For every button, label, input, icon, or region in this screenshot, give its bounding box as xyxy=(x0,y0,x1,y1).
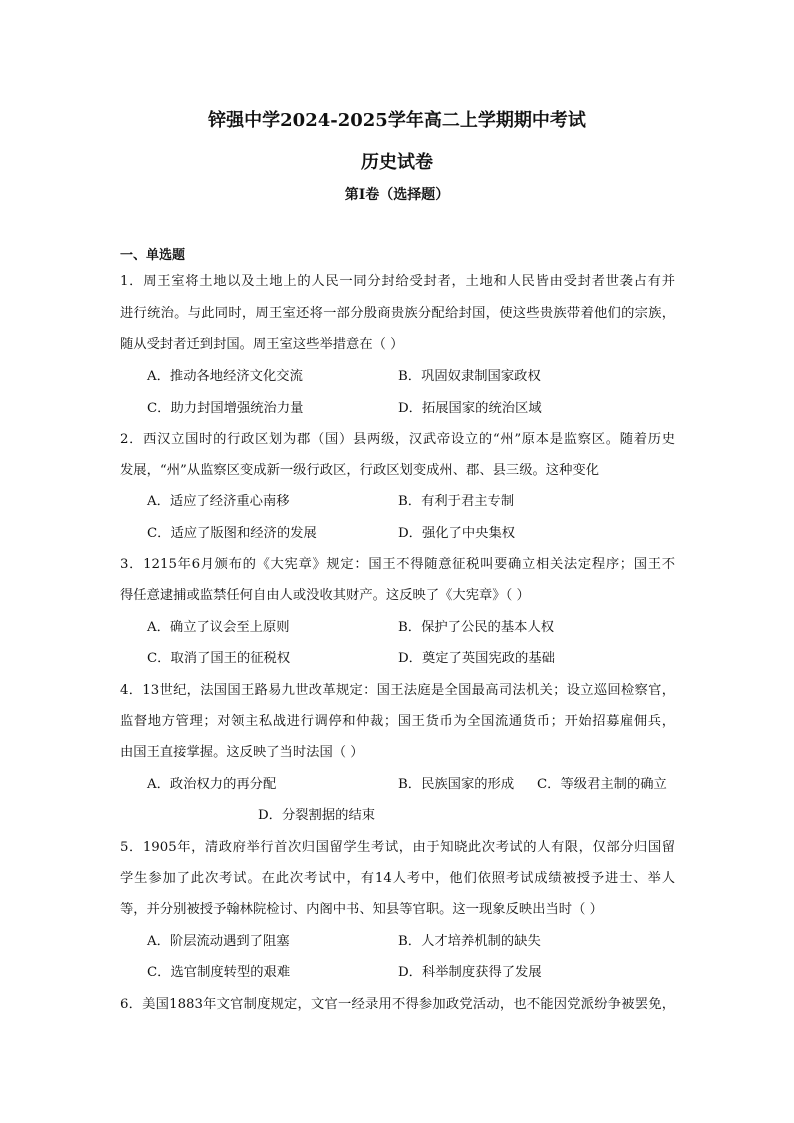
question-2-line-2: 发展，“州”从监察区变成新一级行政区，行政区划变成州、郡、县三级。这种变化 xyxy=(120,463,599,478)
question-4-option-d: D．分裂割据的结束 xyxy=(258,808,376,823)
question-1-option-c: C．助力封国增强统治力量 xyxy=(147,401,304,416)
question-1-line-2: 进行统治。与此同时，周王室还将一部分殷商贵族分配给封国，使这些贵族带着他们的宗族， xyxy=(120,306,675,321)
question-5-option-d: D．科举制度获得了发展 xyxy=(398,965,542,980)
question-1-option-b: B．巩固奴隶制国家政权 xyxy=(398,369,541,384)
question-1-option-d: D．拓展国家的统治区域 xyxy=(398,401,542,416)
exam-part: 第I卷（选择题） xyxy=(344,187,450,203)
question-1-line-1: 1．周王室将土地以及土地上的人民一同分封给受封者，土地和人民皆由受封者世袭占有并 xyxy=(120,274,675,289)
question-4-line-2: 监督地方管理；对领主私战进行调停和仲裁；国王货币为全国流通货币；开始招募雇佣兵， xyxy=(120,714,675,729)
question-5-line-1: 5．1905年，清政府举行首次归国留学生考试，由于知晓此次考试的人有限，仅部分归国留 xyxy=(120,840,675,855)
question-3-option-c: C．取消了国王的征税权 xyxy=(147,651,291,666)
question-5-option-b: B．人才培养机制的缺失 xyxy=(398,934,541,949)
question-3-option-a: A．确立了议会至上原则 xyxy=(147,620,290,635)
question-5-line-2: 学生参加了此次考试。在此次考试中，有14人考中，他们依照考试成绩被授予进士、举人 xyxy=(120,871,675,886)
question-4-option-a: A．政治权力的再分配 xyxy=(147,777,277,792)
question-1-option-a: A．推动各地经济文化交流 xyxy=(147,369,303,384)
exam-title: 锌强中学2024-2025学年高二上学期期中考试 xyxy=(208,110,586,131)
question-2-option-a: A．适应了经济重心南移 xyxy=(147,494,290,509)
question-6-line-1: 6．美国1883年文官制度规定，文官一经录用不得参加政党活动，也不能因党派纷争被罢免， xyxy=(120,997,675,1012)
section-heading: 一、单选题 xyxy=(120,248,186,263)
question-3-line-2: 得任意逮捕或监禁任何自由人或没收其财产。这反映了《大宪章》（ ） xyxy=(120,588,530,603)
question-4-line-1: 4．13世纪，法国国王路易九世改革规定：国王法庭是全国最高司法机关；设立巡回检察官， xyxy=(120,683,675,698)
question-2-option-d: D．强化了中央集权 xyxy=(398,526,516,541)
question-2-option-b: B．有利于君主专制 xyxy=(398,494,515,509)
question-5-option-a: A．阶层流动遇到了阻塞 xyxy=(147,934,290,949)
question-2-option-c: C．适应了版图和经济的发展 xyxy=(147,526,317,541)
question-4-option-c: C．等级君主制的确立 xyxy=(537,777,667,792)
exam-subject: 历史试卷 xyxy=(361,152,433,173)
question-3-option-b: B．保护了公民的基本人权 xyxy=(398,620,555,635)
question-2-line-1: 2．西汉立国时的行政区划为郡（国）县两级，汉武帝设立的“州”原本是监察区。随着历史 xyxy=(120,432,675,447)
question-4-line-3: 由国王直接掌握。这反映了当时法国（ ） xyxy=(120,745,364,760)
question-5-line-3: 等，并分别被授予翰林院检讨、内阁中书、知县等官职。这一现象反映出当时（ ） xyxy=(120,902,603,917)
question-3-line-1: 3．1215年6月颁布的《大宪章》规定：国王不得随意征税叫要确立相关法定程序；国王不 xyxy=(120,557,675,572)
question-5-option-c: C．选官制度转型的艰难 xyxy=(147,965,291,980)
question-3-option-d: D．奠定了英国宪政的基础 xyxy=(398,651,555,666)
question-1-line-3: 随从受封者迁到封国。周王室这些举措意在（ ） xyxy=(120,337,404,352)
question-4-option-b: B．民族国家的形成 xyxy=(398,777,515,792)
